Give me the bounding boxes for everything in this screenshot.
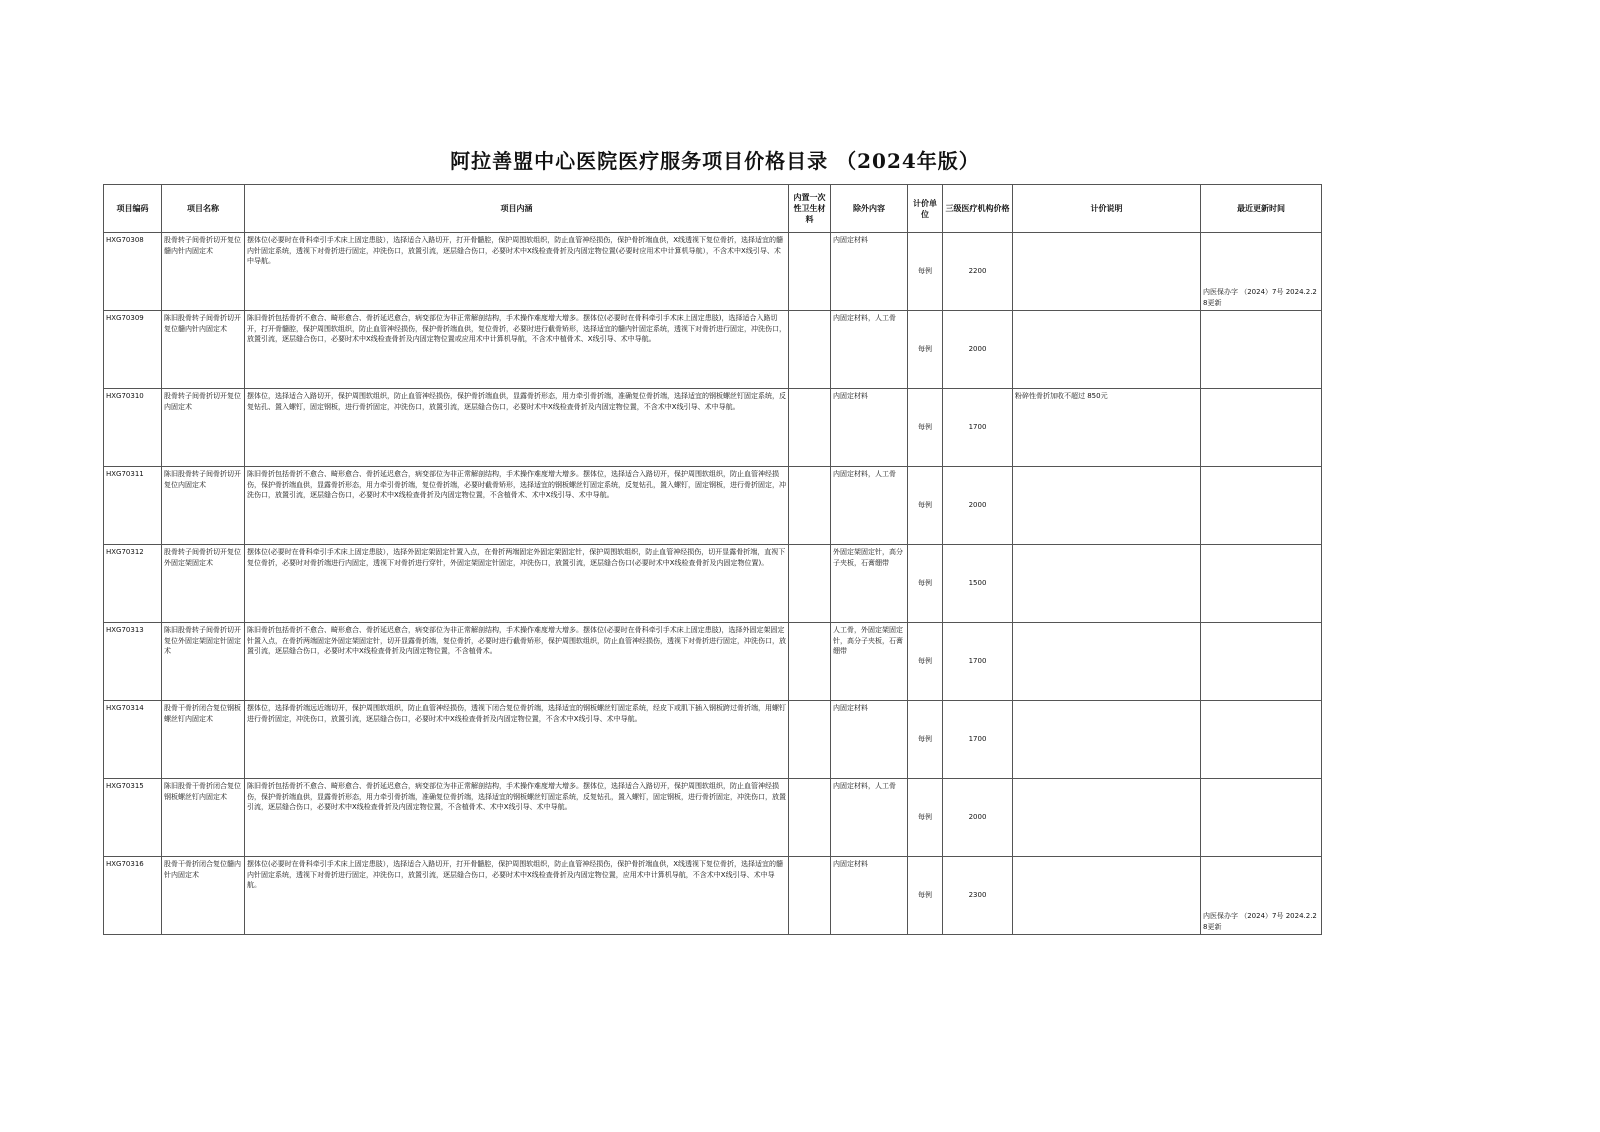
cell-note [1013, 233, 1201, 311]
cell-note [1013, 857, 1201, 935]
page-title: 阿拉善盟中心医院医疗服务项目价格目录 （2024年版） [450, 149, 980, 173]
cell-material [789, 545, 831, 623]
cell-code: HXG70310 [104, 389, 162, 467]
cell-content: 陈旧骨折包括骨折不愈合、畸形愈合、骨折延迟愈合，病变部位为非正常解剖结构，手术操作难度增大增多。摆体位，选择适合入路切开，保护周围软组织，防止血管神经损伤，保护骨折端血供，显露骨折形态，用力牵引骨折端，准确复位骨折端，选择适宜的钢板螺丝钉固定系统，反复钻孔，置入螺钉，固定钢板，进行骨折固定，冲洗伤口，放置引流，逐层缝合伤口，必要时术中X线检查骨折及内固定物位置，不含植骨术、术中X线引导、术中导航。 [245, 779, 789, 857]
cell-exclude: 内固定材料，人工骨 [831, 311, 908, 389]
table-header-row [104, 185, 1322, 233]
cell-name: 股骨转子间骨折切开复位髓内针内固定术 [162, 233, 245, 311]
cell-price: 2000 [943, 311, 1013, 389]
cell-price: 1700 [943, 623, 1013, 701]
cell-unit: 每例 [908, 467, 943, 545]
cell-material [789, 467, 831, 545]
cell-note: 粉碎性骨折加收不超过 850元 [1013, 389, 1201, 467]
column-header-price: 三级医疗机构价格 [943, 185, 1013, 233]
cell-price: 2000 [943, 779, 1013, 857]
cell-price: 2000 [943, 467, 1013, 545]
cell-updated [1201, 701, 1322, 779]
cell-name: 股骨干骨折闭合复位髓内针内固定术 [162, 857, 245, 935]
column-header-material: 内置一次性卫生材料 [789, 185, 831, 233]
cell-code: HXG70316 [104, 857, 162, 935]
cell-exclude: 内固定材料 [831, 389, 908, 467]
column-header-code: 项目编码 [104, 185, 162, 233]
cell-name: 陈旧股骨转子间骨折切开复位髓内针内固定术 [162, 311, 245, 389]
cell-unit: 每例 [908, 779, 943, 857]
cell-code: HXG70315 [104, 779, 162, 857]
cell-material [789, 701, 831, 779]
cell-price: 1700 [943, 389, 1013, 467]
table-row [104, 389, 1322, 467]
cell-note [1013, 701, 1201, 779]
cell-content: 摆体位(必要时在骨科牵引手术床上固定患肢），选择适合入路切开，打开骨髓腔，保护周围软组织，防止血管神经损伤，保护骨折端血供，X线透视下复位骨折，选择适宜的髓内针固定系统，透视下对骨折进行固定，冲洗伤口，放置引流，逐层缝合伤口，必要时术中X线检查骨折及内固定物位置，应用术中计算机导航，不含术中X线引导、术中导航。 [245, 857, 789, 935]
cell-note [1013, 623, 1201, 701]
table-row [104, 467, 1322, 545]
column-header-unit: 计价单位 [908, 185, 943, 233]
cell-updated: 内医保办字 （2024）7号 2024.2.28更新 [1201, 857, 1322, 935]
cell-exclude: 内固定材料，人工骨 [831, 779, 908, 857]
cell-updated [1201, 623, 1322, 701]
cell-code: HXG70311 [104, 467, 162, 545]
cell-updated [1201, 779, 1322, 857]
cell-exclude: 外固定架固定针，高分子夹板，石膏绷带 [831, 545, 908, 623]
table-row [104, 311, 1322, 389]
cell-name: 股骨干骨折闭合复位钢板螺丝钉内固定术 [162, 701, 245, 779]
cell-name: 陈旧股骨转子间骨折切开复位外固定架固定针固定术 [162, 623, 245, 701]
cell-code: HXG70308 [104, 233, 162, 311]
cell-updated: 内医保办字 （2024）7号 2024.2.28更新 [1201, 233, 1322, 311]
cell-content: 摆体位，选择适合入路切开，保护周围软组织，防止血管神经损伤，保护骨折端血供，显露骨折形态，用力牵引骨折端，准确复位骨折端，选择适宜的钢板螺丝钉固定系统，反复钻孔、置入螺钉，固定钢板，进行骨折固定，冲洗伤口，放置引流，逐层缝合伤口，必要时术中X线检查骨折及内固定物位置，不含术中X线引导、术中导航。 [245, 389, 789, 467]
table-row [104, 857, 1322, 935]
cell-material [789, 233, 831, 311]
cell-unit: 每例 [908, 233, 943, 311]
cell-unit: 每例 [908, 701, 943, 779]
cell-unit: 每例 [908, 623, 943, 701]
price-table [103, 184, 1322, 935]
table-row [104, 233, 1322, 311]
cell-updated [1201, 467, 1322, 545]
table-row [104, 623, 1322, 701]
cell-updated [1201, 545, 1322, 623]
cell-unit: 每例 [908, 857, 943, 935]
cell-exclude: 内固定材料 [831, 233, 908, 311]
cell-material [789, 779, 831, 857]
cell-exclude: 内固定材料 [831, 701, 908, 779]
cell-material [789, 623, 831, 701]
cell-code: HXG70309 [104, 311, 162, 389]
cell-content: 陈旧骨折包括骨折不愈合、畸形愈合、骨折延迟愈合，病变部位为非正常解剖结构，手术操作难度增大增多。摆体位，选择适合入路切开，保护周围软组织，防止血管神经损伤，保护骨折端血供，显露骨折形态，用力牵引骨折端，复位骨折端，必要时截骨矫形，选择适宜的钢板螺丝钉固定系统，反复钻孔，置入螺钉，固定钢板，进行骨折固定，冲洗伤口，放置引流，逐层缝合伤口，必要时术中X线检查骨折及内固定物位置，不含植骨术、术中X线引导、术中导航。 [245, 467, 789, 545]
cell-material [789, 311, 831, 389]
table-row [104, 779, 1322, 857]
cell-note [1013, 779, 1201, 857]
cell-exclude: 人工骨，外固定架固定针，高分子夹板，石膏绷带 [831, 623, 908, 701]
column-header-note: 计价说明 [1013, 185, 1201, 233]
cell-code: HXG70312 [104, 545, 162, 623]
cell-unit: 每例 [908, 311, 943, 389]
cell-exclude: 内固定材料，人工骨 [831, 467, 908, 545]
cell-price: 1500 [943, 545, 1013, 623]
cell-updated [1201, 389, 1322, 467]
column-header-updated: 最近更新时间 [1201, 185, 1322, 233]
cell-note [1013, 311, 1201, 389]
column-header-exclude: 除外内容 [831, 185, 908, 233]
cell-content: 陈旧骨折包括骨折不愈合、畸形愈合、骨折延迟愈合，病变部位为非正常解剖结构，手术操作难度增大增多。摆体位(必要时在骨科牵引手术床上固定患肢)，选择外固定架固定针置入点，在骨折两端固定外固定架固定针，切开显露骨折端，复位骨折，必要时进行截骨矫形，保护周围软组织，防止血管神经损伤，透视下对骨折进行固定，冲洗伤口，放置引流，逐层缝合伤口，必要时术中X线检查骨折及内固定物位置，不含植骨术。 [245, 623, 789, 701]
cell-exclude: 内固定材料 [831, 857, 908, 935]
cell-unit: 每例 [908, 389, 943, 467]
cell-price: 1700 [943, 701, 1013, 779]
cell-name: 陈旧股骨干骨折闭合复位钢板螺丝钉内固定术 [162, 779, 245, 857]
cell-material [789, 857, 831, 935]
table-row [104, 545, 1322, 623]
cell-name: 股骨转子间骨折切开复位外固定架固定术 [162, 545, 245, 623]
cell-unit: 每例 [908, 545, 943, 623]
cell-content: 摆体位，选择骨折端远近端切开，保护周围软组织，防止血管神经损伤，透视下闭合复位骨折端，选择适宜的钢板螺丝钉固定系统，经皮下或肌下插入钢板跨过骨折端，用螺钉进行骨折固定，冲洗伤口，放置引流，逐层缝合伤口，必要时术中X线检查骨折及内固定物位置，不含术中X线引导、术中导航。 [245, 701, 789, 779]
column-header-name: 项目名称 [162, 185, 245, 233]
cell-updated [1201, 311, 1322, 389]
cell-name: 股骨转子间骨折切开复位内固定术 [162, 389, 245, 467]
cell-name: 陈旧股骨转子间骨折切开复位内固定术 [162, 467, 245, 545]
cell-content: 摆体位(必要时在骨科牵引手术床上固定患肢），选择外固定架固定针置入点，在骨折两端固定外固定架固定针，保护周围软组织，防止血管神经损伤，切开显露骨折端，直视下复位骨折，必要时对骨折端进行内固定，透视下对骨折进行穿针，外固定架固定针固定，冲洗伤口，放置引流，逐层缝合伤口(必要时术中X线检查骨折及内固定物位置)。 [245, 545, 789, 623]
cell-price: 2300 [943, 857, 1013, 935]
cell-material [789, 389, 831, 467]
cell-note [1013, 467, 1201, 545]
cell-code: HXG70314 [104, 701, 162, 779]
table-row [104, 701, 1322, 779]
cell-code: HXG70313 [104, 623, 162, 701]
column-header-content: 项目内涵 [245, 185, 789, 233]
cell-content: 陈旧骨折包括骨折不愈合、畸形愈合、骨折延迟愈合，病变部位为非正常解剖结构，手术操作难度增大增多。摆体位(必要时在骨科牵引手术床上固定患肢)，选择适合入路切开，打开骨髓腔，保护周围软组织，防止血管神经损伤，保护骨折端血供，复位骨折，必要时进行截骨矫形，选择适宜的髓内针固定系统，透视下对骨折进行固定，冲洗伤口，放置引流，逐层缝合伤口，必要时术中X线检查骨折及内固定物位置或应用术中计算机导航，不含术中植骨术、X线引导、术中导航。 [245, 311, 789, 389]
cell-note [1013, 545, 1201, 623]
cell-content: 摆体位(必要时在骨科牵引手术床上固定患肢），选择适合入路切开，打开骨髓腔，保护周围软组织，防止血管神经损伤，保护骨折端血供，X线透视下复位骨折，选择适宜的髓内针固定系统，透视下对骨折进行固定，冲洗伤口，放置引流，逐层缝合伤口，必要时术中X线检查骨折及内固定物位置(必要时应用术中计算机导航），不含术中X线引导、术中导航。 [245, 233, 789, 311]
cell-price: 2200 [943, 233, 1013, 311]
